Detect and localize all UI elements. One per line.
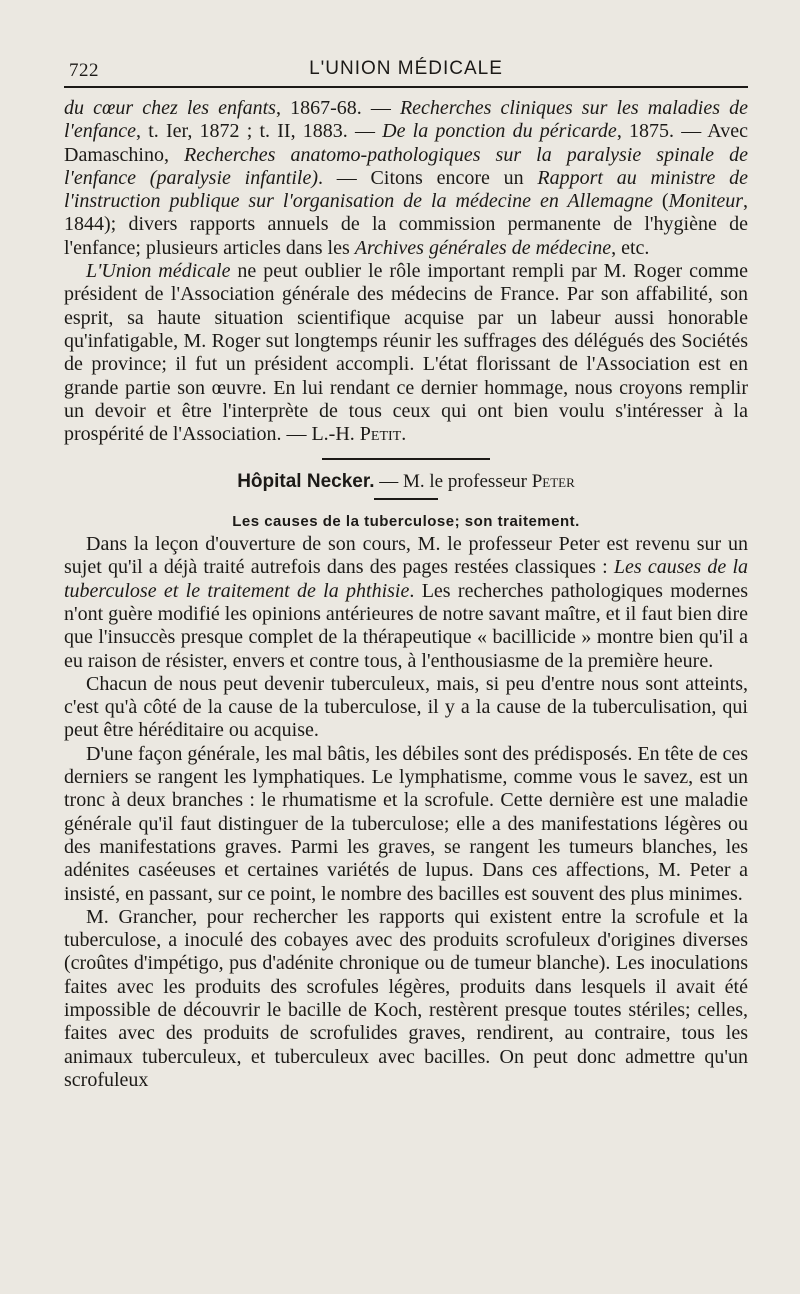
page-number: 722 (69, 60, 99, 81)
paragraph-grancher: M. Grancher, pour rechercher les rapports qui existent entre la scrofule et la tuberculose, a inoculé des cobayes avec des produits scrofuleux d'origines diverses (croûtes d'impétigo, pus d'adénite chronique ou de tumeur blanche). Les inoculations faites avec les produits des scrofules légères, produits dans lesquels il avait été impossible de découvrir le bacille de Koch, restèrent presque toutes stériles; celles, faites avec des produits de scrofulides graves, rendirent, au contraire, tous les animaux tuberculeux, et tuberculeux avec bacilles. On peut donc admettre qu'un scrofuleux (64, 905, 748, 1091)
cited-work-title: Les causes de la tuberculose et le traitement de la phthisie (64, 556, 749, 602)
running-head (64, 0, 748, 81)
lecture-title: Les causes de la tuberculose; son traitement. (232, 512, 580, 530)
intro-text: Dans la leçon d'ouverture de son cours, M. le professeur Peter est revenu sur un sujet qu'il a déjà traité autrefois dans des pages restées classiques : (64, 533, 748, 579)
header-rule (64, 86, 748, 88)
ref-title-paralysis: Recherches anatomo-pathologiques sur la paralysie spinale de l'enfance (paralysie infantile) (64, 143, 748, 189)
ref-title-report: Rapport au ministre de l'instruction publique sur l'organisation de la médecine en Allemagne (64, 166, 749, 213)
heading-divider (374, 498, 438, 500)
intro-text-continued: . Les recherches pathologiques modernes n'ont guère modifié les opinions antérieures de notre savant maître, et il faut bien dire que l'insuccès presque complet de la thérapeutique « bacillicide » montre bien qu'il a eu raison de résister, envers et contre tous, à l'enthousiasme de la première heure. (64, 579, 749, 672)
ref-archives: Archives générales de médecine (354, 236, 612, 259)
ref-connector: . — Citons encore un (318, 166, 538, 189)
ref-title-pericardium: De la ponction du péricarde (382, 120, 617, 143)
hospital-name: Hôpital Necker. (237, 471, 375, 493)
ref-volumes: , t. Ier, 1872 ; t. II, 1883. — (136, 120, 383, 143)
ref-date: , 1867-68. — (275, 97, 400, 119)
ref-title-heart-disease: du cœur chez les enfants (64, 97, 276, 119)
paragraph-tuberculisation: Chacun de nous peut devenir tuberculeux, mais, si peu d'entre nous sont atteints, c'est qu'à côté de la cause de la tuberculose, il y a la cause de la tuberculisation, qui peut être héréditaire ou acquise. (64, 672, 748, 742)
author-signature: L.-H. Petit. (311, 423, 407, 446)
journal-title: L'UNION MÉDICALE (309, 58, 503, 79)
bibliography-continuation (64, 97, 748, 260)
tribute-text: ne peut oublier le rôle important rempli par M. Roger comme président de l'Association générale des médecins de France. Par son affabilité, son esprit, sa haute situation scientifique acquise par un labeur aussi honorable qu'infatigable, M. Roger sut longtemps réunir les suffrages des délégués des Sociétés de province; il fut un président accompli. L'état florissant de l'Association est en grande partie son œuvre. En lui rendant ce dernier hommage, nous croyons remplir un devoir et être l'interprète de tous ceux qui ont bien voulu s'intéresser à la prospérité de l'Association. — (64, 260, 748, 446)
article-body (64, 97, 748, 1092)
section-divider (322, 458, 490, 460)
ref-paren: ( (652, 190, 669, 213)
ref-various-reports: , 1844); divers rapports annuels de la commission permanente de l'hygiène de l'enfance; plusieurs articles dans les (64, 190, 748, 259)
paragraph-lymphatism: D'une façon générale, les mal bâtis, les débiles sont des prédisposés. En tête de ces derniers se rangent les lymphatiques. Le lymphatisme, comme vous le savez, est un tronc à deux branches : le rhumatisme et la scrofule. Cette dernière est une maladie générale qu'il faut distinguer de la tuberculose; elle a des manifestations légères ou des manifestations graves. Parmi les graves, se rangent les tumeurs blanches, les adénites caséeuses et certaines variétés de lupus. Dans ces affections, M. Peter a insisté, en passant, sur ce point, le nombre des bacilles est souvent des plus minimes. (64, 742, 748, 905)
tribute-paragraph (64, 260, 748, 446)
ref-coauthor: , 1875. — Avec Damaschino, (64, 120, 748, 166)
paragraph-intro (64, 533, 748, 673)
ref-title-clinical-research: Recherches cliniques sur les maladies de l'enfance (64, 97, 748, 143)
journal-name-italic: L'Union médicale (86, 260, 231, 283)
section-heading (64, 470, 748, 493)
section-dash: — M. le professeur (374, 471, 532, 493)
ref-etc: , etc. (611, 236, 650, 259)
professor-name: Peter (531, 471, 575, 493)
ref-moniteur: Moniteur (668, 190, 743, 213)
